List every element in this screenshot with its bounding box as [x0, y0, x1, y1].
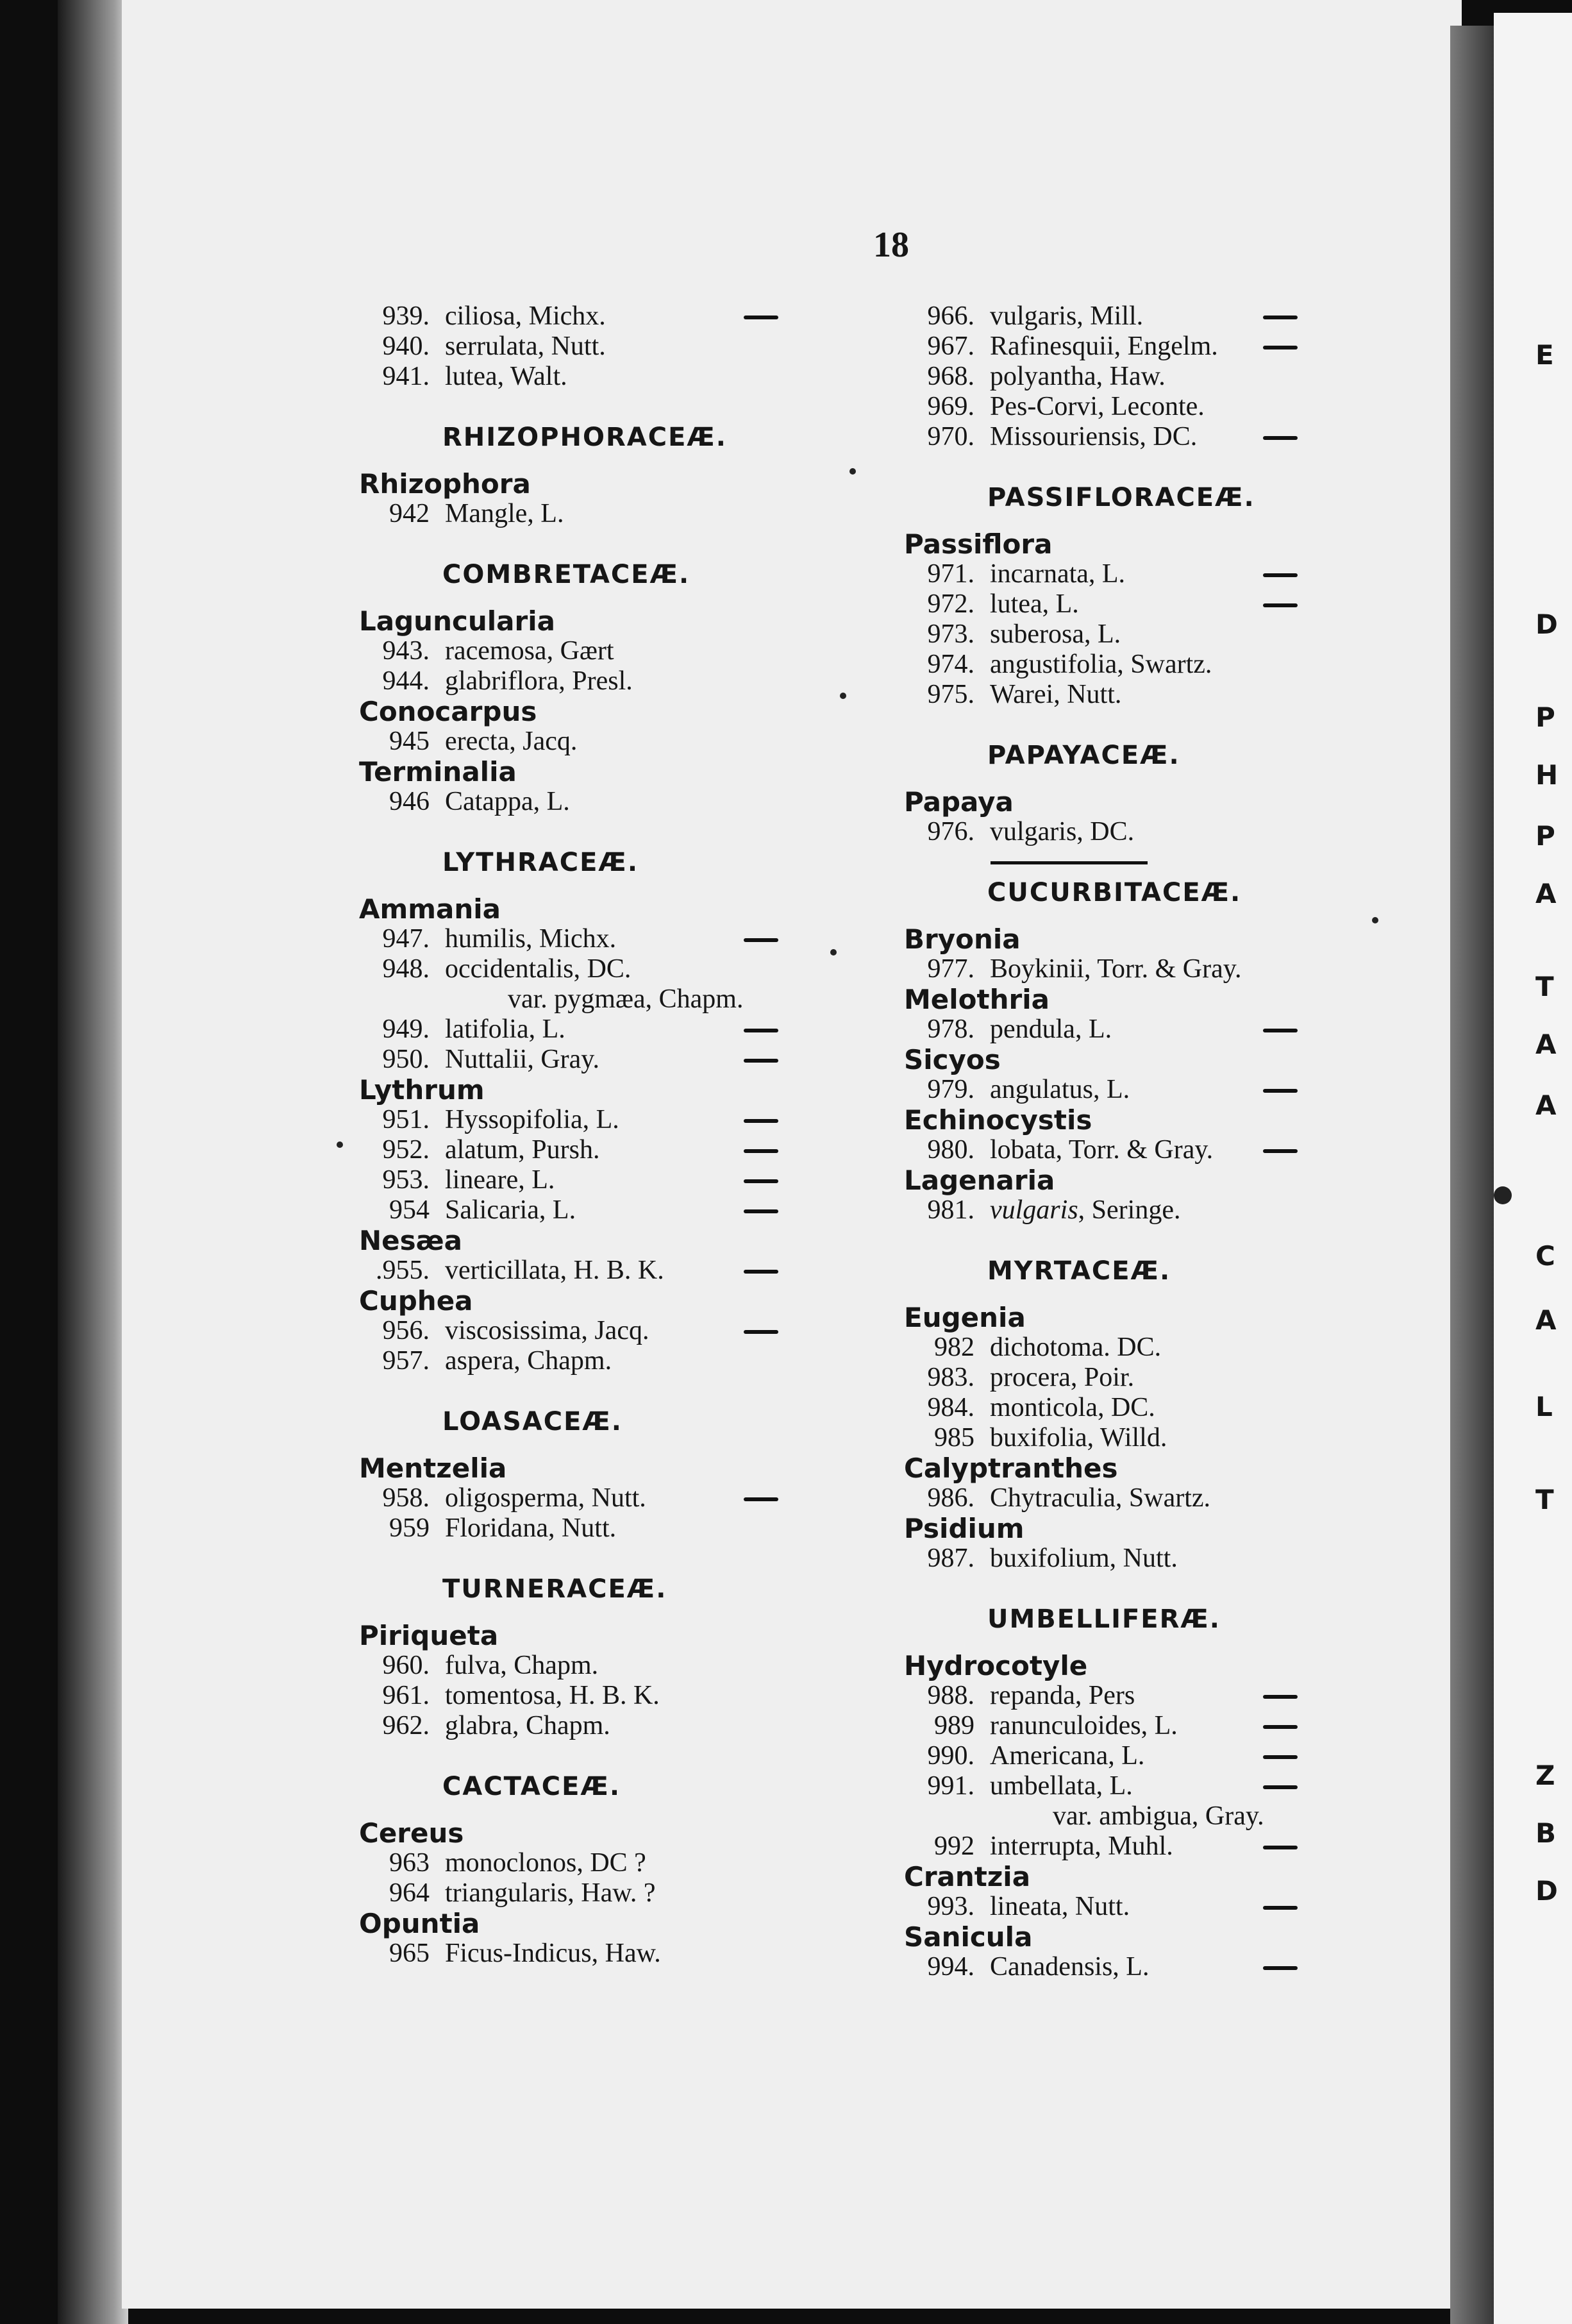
- handwritten-tick-mark: [744, 1209, 778, 1213]
- species-row: [904, 817, 1481, 847]
- species-row: [359, 1015, 936, 1045]
- margin-letter: E: [1535, 339, 1554, 371]
- family-heading: RHIZOPHORACEÆ.: [442, 423, 727, 452]
- family-heading: PAPAYACEÆ.: [987, 741, 1180, 770]
- species-number: 944.: [382, 666, 430, 696]
- species-name: Ficus-Indicus, Haw.: [445, 1939, 661, 1968]
- species-name: latifolia, L.: [445, 1015, 565, 1044]
- species-name: Pes-Corvi, Leconte.: [990, 392, 1205, 421]
- genus-heading: Piriqueta: [359, 1620, 499, 1651]
- margin-letter: A: [1535, 878, 1557, 909]
- margin-letter: A: [1535, 1029, 1557, 1060]
- species-number: 972.: [927, 589, 974, 619]
- species-row: [904, 1393, 1481, 1423]
- species-name: angulatus, L.: [990, 1075, 1130, 1104]
- species-name: aspera, Chapm.: [445, 1346, 612, 1376]
- species-name: Americana, L.: [990, 1741, 1145, 1771]
- species-name: interrupta, Muhl.: [990, 1831, 1173, 1861]
- species-number: 984.: [927, 1393, 974, 1422]
- species-number: 961.: [382, 1681, 430, 1710]
- family-heading: COMBRETACEÆ.: [442, 560, 690, 589]
- species-number: 958.: [382, 1483, 430, 1513]
- genus-heading: Nesæa: [359, 1225, 462, 1256]
- species-row: [359, 727, 936, 757]
- handwritten-tick-mark: [1263, 1029, 1298, 1032]
- species-row: [904, 301, 1481, 332]
- species-name: Hyssopifolia, L.: [445, 1105, 619, 1134]
- species-name: racemosa, Gært: [445, 636, 614, 666]
- species-number: 953.: [382, 1165, 430, 1195]
- species-name: Missouriensis, DC.: [990, 422, 1198, 451]
- species-number: 966.: [927, 301, 974, 331]
- species-name: triangularis, Haw. ?: [445, 1878, 656, 1908]
- species-number: 949.: [382, 1015, 430, 1044]
- species-number: 948.: [382, 954, 430, 984]
- species-name: monoclonos, DC ?: [445, 1848, 646, 1878]
- species-name: Chytraculia, Swartz.: [990, 1483, 1211, 1513]
- species-row: [904, 1771, 1481, 1801]
- species-number: 950.: [382, 1045, 430, 1074]
- handwritten-tick-mark: [1263, 1149, 1298, 1153]
- species-name: vulgaris, Mill.: [990, 301, 1144, 331]
- genus-heading: Laguncularia: [359, 605, 555, 637]
- species-row: [904, 1681, 1481, 1711]
- species-name: lutea, Walt.: [445, 362, 567, 391]
- species-name: oligosperma, Nutt.: [445, 1483, 646, 1513]
- family-heading: LYTHRACEÆ.: [442, 848, 639, 877]
- species-name: viscosissima, Jacq.: [445, 1316, 649, 1345]
- species-name: humilis, Michx.: [445, 924, 617, 954]
- family-heading: PASSIFLORACEÆ.: [987, 483, 1255, 512]
- species-number: 994.: [927, 1952, 974, 1982]
- species-number: 980.: [927, 1135, 974, 1165]
- margin-letter: B: [1535, 1817, 1557, 1849]
- handwritten-tick-mark: [1263, 1966, 1298, 1970]
- species-number: 978.: [927, 1015, 974, 1044]
- species-name: repanda, Pers: [990, 1681, 1135, 1710]
- species-name: erecta, Jacq.: [445, 727, 578, 756]
- species-name: incarnata, L.: [990, 559, 1126, 589]
- species-name: verticillata, H. B. K.: [445, 1256, 664, 1285]
- genus-heading: Calyptranthes: [904, 1453, 1118, 1484]
- species-name: umbellata, L.: [990, 1771, 1133, 1801]
- species-row: [359, 1513, 936, 1544]
- species-number: 945: [389, 727, 430, 756]
- species-row: [359, 924, 936, 954]
- species-row: [359, 1681, 936, 1711]
- genus-heading: Crantzia: [904, 1861, 1031, 1892]
- species-name: Catappa, L.: [445, 787, 570, 816]
- species-row: [359, 1165, 936, 1195]
- genus-heading: Cereus: [359, 1817, 464, 1849]
- species-row: [359, 1939, 936, 1969]
- family-heading: TURNERACEÆ.: [442, 1574, 667, 1604]
- handwritten-tick-mark: [744, 316, 778, 319]
- species-number: 970.: [927, 422, 974, 451]
- genus-heading: Rhizophora: [359, 468, 531, 500]
- species-row: [359, 1483, 936, 1513]
- species-number: 946: [389, 787, 430, 816]
- handwritten-underline: [991, 861, 1148, 864]
- margin-letter: L: [1535, 1391, 1553, 1422]
- species-number: 969.: [927, 392, 974, 421]
- species-number: 992: [934, 1831, 974, 1861]
- species-number: 957.: [382, 1346, 430, 1376]
- species-row: [904, 1483, 1481, 1513]
- genus-heading: Bryonia: [904, 923, 1021, 955]
- margin-letter: A: [1535, 1304, 1557, 1336]
- margin-letter: D: [1535, 1875, 1558, 1907]
- species-number: 974.: [927, 650, 974, 679]
- species-number: 956.: [382, 1316, 430, 1345]
- margin-letter: A: [1535, 1090, 1557, 1121]
- species-name: vulgaris, Seringe.: [990, 1195, 1181, 1225]
- genus-heading: Terminalia: [359, 756, 517, 787]
- genus-heading: Eugenia: [904, 1302, 1026, 1333]
- family-heading: LOASACEÆ.: [442, 1407, 623, 1436]
- species-name: Canadensis, L.: [990, 1952, 1150, 1982]
- species-row: [359, 332, 936, 362]
- species-name: suberosa, L.: [990, 619, 1121, 649]
- species-name: lineare, L.: [445, 1165, 555, 1195]
- handwritten-tick-mark: [744, 1270, 778, 1274]
- handwritten-tick-mark: [1263, 1089, 1298, 1093]
- adjacent-page: [1494, 13, 1572, 2324]
- margin-letter: P: [1535, 820, 1555, 852]
- species-row: [904, 1015, 1481, 1045]
- species-row: [359, 1878, 936, 1908]
- species-number: 962.: [382, 1711, 430, 1740]
- species-number: 964: [389, 1878, 430, 1908]
- genus-heading: Echinocystis: [904, 1104, 1092, 1136]
- handwritten-tick-mark: [744, 1029, 778, 1032]
- variety-row: [359, 984, 936, 1015]
- species-number: 982: [934, 1333, 974, 1362]
- species-number: 942: [389, 499, 430, 528]
- species-name: tomentosa, H. B. K.: [445, 1681, 660, 1710]
- species-number: 981.: [927, 1195, 974, 1225]
- species-number: 941.: [382, 362, 430, 391]
- species-name: var. ambigua, Gray.: [1053, 1801, 1264, 1831]
- species-number: 959: [389, 1513, 430, 1543]
- genus-heading: Sicyos: [904, 1044, 1001, 1075]
- species-row: [904, 650, 1481, 680]
- species-name: monticola, DC.: [990, 1393, 1155, 1422]
- species-number: 967.: [927, 332, 974, 361]
- species-number: 989: [934, 1711, 974, 1740]
- species-row: [904, 589, 1481, 619]
- ink-speck: [1372, 917, 1378, 923]
- handwritten-tick-mark: [1263, 1846, 1298, 1849]
- species-number: 991.: [927, 1771, 974, 1801]
- handwritten-tick-mark: [744, 1330, 778, 1334]
- species-row: [904, 1195, 1481, 1225]
- variety-row: [904, 1801, 1481, 1831]
- species-row: [359, 1135, 936, 1165]
- family-heading: MYRTACEÆ.: [987, 1256, 1171, 1286]
- species-name: procera, Poir.: [990, 1363, 1135, 1392]
- species-row: [359, 1256, 936, 1286]
- species-row: [359, 1346, 936, 1376]
- species-row: [904, 954, 1481, 984]
- handwritten-tick-mark: [1263, 436, 1298, 440]
- margin-letter: H: [1535, 759, 1559, 791]
- species-name: lutea, L.: [990, 589, 1079, 619]
- handwritten-tick-mark: [1263, 603, 1298, 607]
- species-row: [904, 1892, 1481, 1922]
- species-number: 954: [389, 1195, 430, 1225]
- species-name: dichotoma. DC.: [990, 1333, 1162, 1362]
- margin-letter: T: [1535, 971, 1554, 1002]
- species-name: Mangle, L.: [445, 499, 564, 528]
- ink-speck: [840, 693, 846, 699]
- species-row: [359, 954, 936, 984]
- species-number: 965: [389, 1939, 430, 1968]
- species-name: ranunculoides, L.: [990, 1711, 1178, 1740]
- genus-heading: Cuphea: [359, 1285, 473, 1317]
- genus-heading: Lagenaria: [904, 1165, 1055, 1196]
- species-row: [359, 787, 936, 817]
- species-name: Nuttalii, Gray.: [445, 1045, 600, 1074]
- species-row: [904, 1423, 1481, 1453]
- species-row: [359, 1105, 936, 1135]
- family-heading: UMBELLIFERÆ.: [987, 1604, 1221, 1634]
- species-number: 988.: [927, 1681, 974, 1710]
- margin-letter: Z: [1535, 1760, 1555, 1791]
- handwritten-tick-mark: [744, 1179, 778, 1183]
- ink-speck: [849, 468, 856, 475]
- species-name: lineata, Nutt.: [990, 1892, 1130, 1921]
- species-name: occidentalis, DC.: [445, 954, 631, 984]
- genus-heading: Passiflora: [904, 528, 1053, 560]
- species-number: 987.: [927, 1544, 974, 1573]
- species-name: fulva, Chapm.: [445, 1651, 599, 1680]
- species-number: 939.: [382, 301, 430, 331]
- species-number: 951.: [382, 1105, 430, 1134]
- margin-letter: T: [1535, 1484, 1554, 1515]
- species-row: [904, 559, 1481, 589]
- species-row: [904, 332, 1481, 362]
- species-number: 943.: [382, 636, 430, 666]
- species-row: [359, 1651, 936, 1681]
- family-heading: CUCURBITACEÆ.: [987, 878, 1242, 907]
- species-number: 963: [389, 1848, 430, 1878]
- genus-heading: Conocarpus: [359, 696, 537, 727]
- species-name: vulgaris, DC.: [990, 817, 1135, 846]
- species-name: alatum, Pursh.: [445, 1135, 600, 1165]
- species-number: 971.: [927, 559, 974, 589]
- genus-heading: Sanicula: [904, 1921, 1033, 1953]
- species-row: [359, 1195, 936, 1225]
- left-column: [359, 301, 936, 1969]
- genus-heading: Mentzelia: [359, 1453, 507, 1484]
- genus-heading: Opuntia: [359, 1908, 480, 1939]
- handwritten-tick-mark: [1263, 1785, 1298, 1789]
- species-name: var. pygmæa, Chapm.: [508, 984, 744, 1014]
- species-row: [904, 1544, 1481, 1574]
- handwritten-tick-mark: [1263, 1695, 1298, 1699]
- species-number: 985: [934, 1423, 974, 1453]
- species-number: 952.: [382, 1135, 430, 1165]
- ink-speck: [830, 949, 837, 956]
- handwritten-tick-mark: [744, 1119, 778, 1123]
- ink-speck: [337, 1141, 343, 1148]
- italic-epithet: vulgaris: [990, 1195, 1078, 1225]
- species-number: .955.: [376, 1256, 430, 1285]
- handwritten-tick-mark: [1263, 1906, 1298, 1910]
- species-row: [904, 1075, 1481, 1105]
- genus-heading: Papaya: [904, 786, 1014, 818]
- species-number: 973.: [927, 619, 974, 649]
- species-name: Warei, Nutt.: [990, 680, 1122, 709]
- species-name: pendula, L.: [990, 1015, 1112, 1044]
- genus-heading: Psidium: [904, 1513, 1024, 1544]
- species-row: [359, 499, 936, 529]
- species-number: 979.: [927, 1075, 974, 1104]
- species-number: 977.: [927, 954, 974, 984]
- species-name: Rafinesquii, Engelm.: [990, 332, 1218, 361]
- species-row: [359, 1045, 936, 1075]
- species-number: 960.: [382, 1651, 430, 1680]
- species-row: [359, 666, 936, 696]
- species-row: [904, 392, 1481, 422]
- species-row: [904, 1741, 1481, 1771]
- species-row: [904, 1333, 1481, 1363]
- species-number: 986.: [927, 1483, 974, 1513]
- handwritten-tick-mark: [1263, 1755, 1298, 1759]
- species-number: 947.: [382, 924, 430, 954]
- species-row: [359, 636, 936, 666]
- genus-heading: Ammania: [359, 893, 501, 925]
- species-name: Salicaria, L.: [445, 1195, 576, 1225]
- species-name: Floridana, Nutt.: [445, 1513, 617, 1543]
- species-row: [904, 1711, 1481, 1741]
- species-row: [904, 422, 1481, 452]
- handwritten-tick-mark: [1263, 573, 1298, 577]
- species-name: glabra, Chapm.: [445, 1711, 610, 1740]
- species-number: 983.: [927, 1363, 974, 1392]
- handwritten-tick-mark: [1263, 1725, 1298, 1729]
- genus-heading: Lythrum: [359, 1074, 485, 1106]
- genus-heading: Hydrocotyle: [904, 1650, 1088, 1681]
- species-row: [359, 1711, 936, 1741]
- margin-letter: C: [1535, 1240, 1555, 1272]
- species-name: ciliosa, Michx.: [445, 301, 606, 331]
- handwritten-tick-mark: [744, 938, 778, 942]
- species-name: buxifolium, Nutt.: [990, 1544, 1178, 1573]
- species-row: [904, 1363, 1481, 1393]
- species-number: 940.: [382, 332, 430, 361]
- species-row: [359, 362, 936, 392]
- species-name: serrulata, Nutt.: [445, 332, 606, 361]
- book-gutter: [58, 0, 128, 2324]
- margin-letter: D: [1535, 609, 1558, 640]
- species-row: [904, 1952, 1481, 1982]
- right-column: [904, 301, 1481, 1982]
- species-row: [904, 619, 1481, 650]
- species-name: Boykinii, Torr. & Gray.: [990, 954, 1242, 984]
- species-row: [359, 1316, 936, 1346]
- species-number: 968.: [927, 362, 974, 391]
- species-number: 976.: [927, 817, 974, 846]
- family-heading: CACTACEÆ.: [442, 1772, 621, 1801]
- species-name: polyantha, Haw.: [990, 362, 1166, 391]
- genus-heading: Melothria: [904, 984, 1049, 1015]
- species-number: 993.: [927, 1892, 974, 1921]
- handwritten-tick-mark: [744, 1497, 778, 1501]
- species-number: 975.: [927, 680, 974, 709]
- species-row: [359, 301, 936, 332]
- handwritten-tick-mark: [1263, 316, 1298, 319]
- ink-blot: [1494, 1186, 1512, 1204]
- species-name: glabriflora, Presl.: [445, 666, 633, 696]
- species-name: angustifolia, Swartz.: [990, 650, 1212, 679]
- handwritten-tick-mark: [744, 1149, 778, 1153]
- species-row: [904, 680, 1481, 710]
- species-name: buxifolia, Willd.: [990, 1423, 1167, 1453]
- margin-letter: P: [1535, 702, 1555, 733]
- species-row: [904, 362, 1481, 392]
- species-number: 990.: [927, 1741, 974, 1771]
- species-name: lobata, Torr. & Gray.: [990, 1135, 1214, 1165]
- handwritten-tick-mark: [744, 1059, 778, 1063]
- page-number: 18: [873, 225, 909, 265]
- species-row: [904, 1135, 1481, 1165]
- species-row: [359, 1848, 936, 1878]
- species-row: [904, 1831, 1481, 1862]
- handwritten-tick-mark: [1263, 346, 1298, 349]
